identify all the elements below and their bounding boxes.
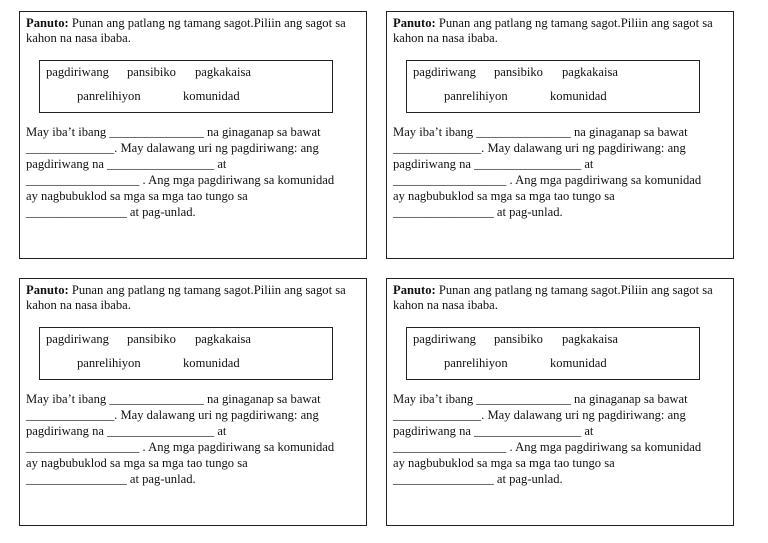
instruction-label: Panuto: (393, 283, 436, 297)
word-bank-item: pansibiko (494, 332, 543, 346)
word-bank-item: panrelihiyon (444, 89, 508, 103)
paragraph-line: ______________. May dalawang uri ng pagdiriwang: ang (393, 141, 686, 155)
word-bank-box (39, 60, 333, 113)
paragraph-line: ______________. May dalawang uri ng pagdiriwang: ang (393, 408, 686, 422)
word-bank-item: pagdiriwang (46, 332, 109, 346)
word-bank-item: komunidad (550, 356, 607, 370)
worksheet-card-2 (386, 11, 734, 259)
word-bank-item: pagdiriwang (413, 332, 476, 346)
word-bank-box (406, 60, 700, 113)
word-bank-box (39, 327, 333, 380)
paragraph-line: ay nagbubuklod sa mga sa mga tao tungo sa (393, 456, 615, 470)
paragraph-line: ________________ at pag-unlad. (393, 205, 563, 219)
paragraph-line: May iba’t ibang _______________ na ginaganap sa bawat (393, 125, 688, 139)
word-bank-item: komunidad (183, 89, 240, 103)
paragraph-line: May iba’t ibang _______________ na ginaganap sa bawat (26, 125, 321, 139)
word-bank-item: pagkakaisa (195, 332, 251, 346)
word-bank-item: pagdiriwang (413, 65, 476, 79)
word-bank-item: panrelihiyon (77, 89, 141, 103)
fill-in-paragraph (393, 391, 733, 487)
worksheet-card-1 (19, 11, 367, 259)
paragraph-line: __________________ . Ang mga pagdiriwang sa komunidad (393, 173, 702, 187)
instruction-text: Punan ang patlang ng tamang sagot.Piliin ang sagot sa kahon na nasa ibaba. (26, 16, 346, 45)
paragraph-line: pagdiriwang na _________________ at (26, 157, 227, 171)
instruction-text: Punan ang patlang ng tamang sagot.Piliin ang sagot sa kahon na nasa ibaba. (393, 283, 713, 312)
instruction-label: Panuto: (26, 16, 69, 30)
instruction (26, 283, 362, 313)
worksheet-card-3 (19, 278, 367, 526)
word-bank-item: pansibiko (127, 332, 176, 346)
paragraph-line: ______________. May dalawang uri ng pagdiriwang: ang (26, 408, 319, 422)
paragraph-line: May iba’t ibang _______________ na ginaganap sa bawat (393, 392, 688, 406)
word-bank-item: komunidad (550, 89, 607, 103)
word-bank-box (406, 327, 700, 380)
paragraph-line: __________________ . Ang mga pagdiriwang sa komunidad (26, 440, 335, 454)
paragraph-line: ______________. May dalawang uri ng pagdiriwang: ang (26, 141, 319, 155)
word-bank-item: panrelihiyon (77, 356, 141, 370)
word-bank-item: pagkakaisa (195, 65, 251, 79)
paragraph-line: pagdiriwang na _________________ at (393, 424, 594, 438)
word-bank-item: pansibiko (127, 65, 176, 79)
instruction (393, 283, 729, 313)
fill-in-paragraph (393, 124, 733, 220)
word-bank-item: pansibiko (494, 65, 543, 79)
paragraph-line: May iba’t ibang _______________ na ginaganap sa bawat (26, 392, 321, 406)
instruction-label: Panuto: (26, 283, 69, 297)
paragraph-line: pagdiriwang na _________________ at (393, 157, 594, 171)
instruction-text: Punan ang patlang ng tamang sagot.Piliin ang sagot sa kahon na nasa ibaba. (393, 16, 713, 45)
paragraph-line: __________________ . Ang mga pagdiriwang sa komunidad (393, 440, 702, 454)
word-bank-item: pagkakaisa (562, 65, 618, 79)
fill-in-paragraph (26, 124, 366, 220)
paragraph-line: pagdiriwang na _________________ at (26, 424, 227, 438)
instruction (393, 16, 729, 46)
paragraph-line: __________________ . Ang mga pagdiriwang sa komunidad (26, 173, 335, 187)
word-bank-item: komunidad (183, 356, 240, 370)
word-bank-item: panrelihiyon (444, 356, 508, 370)
word-bank-item: pagkakaisa (562, 332, 618, 346)
paragraph-line: ay nagbubuklod sa mga sa mga tao tungo sa (393, 189, 615, 203)
instruction-text: Punan ang patlang ng tamang sagot.Piliin ang sagot sa kahon na nasa ibaba. (26, 283, 346, 312)
paragraph-line: ________________ at pag-unlad. (26, 472, 196, 486)
paragraph-line: ay nagbubuklod sa mga sa mga tao tungo sa (26, 456, 248, 470)
paragraph-line: ________________ at pag-unlad. (393, 472, 563, 486)
worksheet-card-4 (386, 278, 734, 526)
fill-in-paragraph (26, 391, 366, 487)
paragraph-line: ________________ at pag-unlad. (26, 205, 196, 219)
instruction-label: Panuto: (393, 16, 436, 30)
paragraph-line: ay nagbubuklod sa mga sa mga tao tungo sa (26, 189, 248, 203)
word-bank-item: pagdiriwang (46, 65, 109, 79)
instruction (26, 16, 362, 46)
